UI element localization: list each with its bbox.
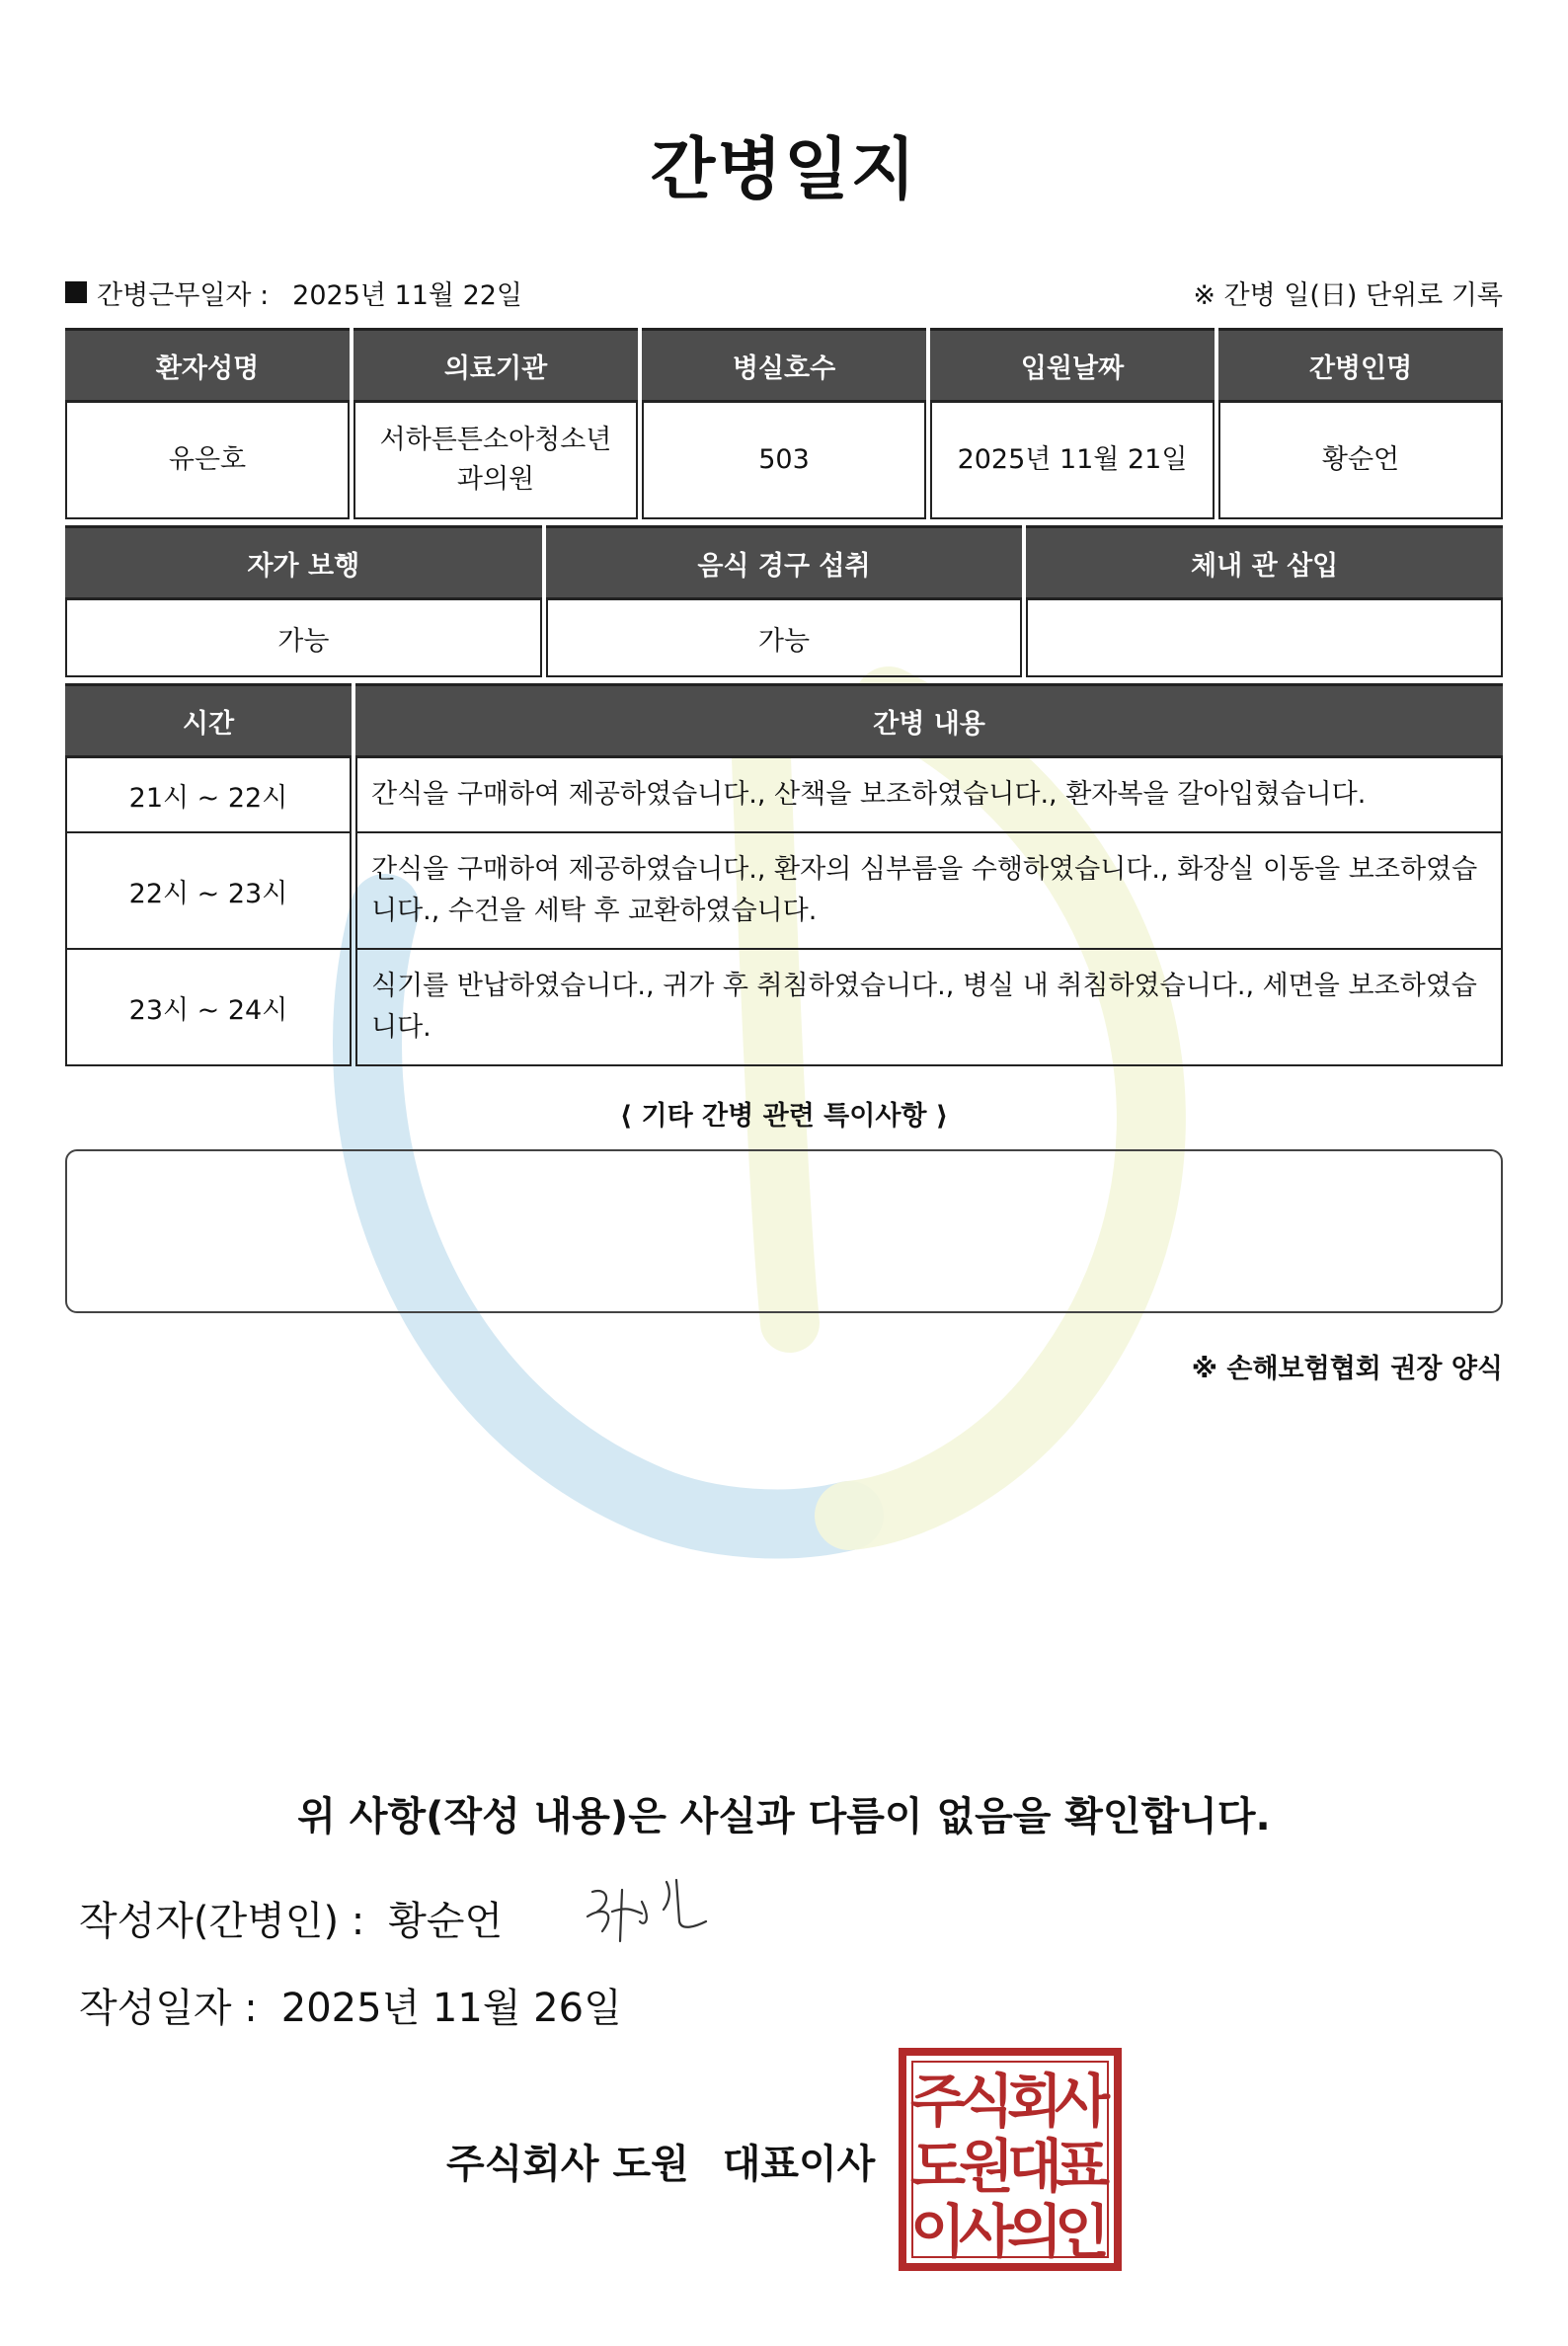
writer-line — [79, 1890, 503, 1946]
work-date-label: 간병근무일자 : — [97, 279, 270, 311]
svg-text:식: 식 — [958, 2068, 1015, 2135]
caregiver-name: 황순언 — [1218, 403, 1503, 519]
write-date-value: 2025년 11월 26일 — [280, 1986, 622, 2031]
svg-text:인: 인 — [1054, 2198, 1111, 2265]
self-walking-value: 가능 — [65, 600, 542, 677]
writer-name: 황순언 — [388, 1899, 504, 1944]
header-oral-intake: 음식 경구 섭취 — [546, 525, 1023, 600]
oral-intake-value: 가능 — [546, 600, 1023, 677]
work-date-group — [65, 274, 522, 312]
company-role: 대표이사 — [722, 2142, 876, 2187]
header-admission-date: 입원날짜 — [930, 328, 1215, 403]
signature-icon — [573, 1872, 721, 1951]
header-self-walking: 자가 보행 — [65, 525, 542, 600]
time-slot: 22시 ~ 23시 — [65, 833, 352, 950]
table-row — [65, 758, 1503, 833]
care-content: 식기를 반납하였습니다., 귀가 후 취침하였습니다., 병실 내 취침하였습니다., 세면을 보조하였습니다. — [355, 950, 1503, 1066]
write-date-label: 작성일자 : — [79, 1986, 258, 2031]
svg-text:의: 의 — [1006, 2198, 1063, 2265]
svg-text:사: 사 — [1054, 2068, 1111, 2135]
write-date-line — [79, 1977, 622, 2033]
time-slot: 21시 ~ 22시 — [65, 758, 352, 833]
room-number: 503 — [642, 403, 926, 519]
work-date-value: 2025년 11월 22일 — [292, 279, 523, 311]
square-bullet-icon — [65, 281, 87, 303]
header-room: 병실호수 — [642, 328, 926, 403]
company-seal-icon — [899, 2048, 1122, 2271]
svg-text:표: 표 — [1054, 2133, 1111, 2200]
header-patient-name: 환자성명 — [65, 328, 350, 403]
svg-text:이: 이 — [909, 2198, 967, 2265]
svg-text:도: 도 — [909, 2133, 967, 2200]
unit-note: ※ 간병 일(日) 단위로 기록 — [1193, 279, 1503, 311]
company-line — [446, 2133, 875, 2189]
special-notes-box — [65, 1149, 1503, 1313]
svg-text:사: 사 — [958, 2198, 1015, 2265]
meta-row — [65, 273, 1503, 312]
svg-text:대: 대 — [1006, 2133, 1063, 2200]
table-row — [65, 950, 1503, 1066]
svg-text:회: 회 — [1006, 2068, 1063, 2135]
confirmation-statement: 위 사항(작성 내용)은 사실과 다름이 없음을 확인합니다. — [297, 1794, 1271, 1839]
company-name: 주식회사 도원 — [446, 2142, 689, 2187]
tube-insertion-value — [1026, 600, 1503, 677]
header-tube-insertion: 체내 관 삽입 — [1026, 525, 1503, 600]
header-caregiver-name: 간병인명 — [1218, 328, 1503, 403]
patient-info-table — [61, 328, 1507, 519]
care-content: 간식을 구매하여 제공하였습니다., 환자의 심부름을 수행하였습니다., 화장실 이동을 보조하였습니다., 수건을 세탁 후 교환하였습니다. — [355, 833, 1503, 950]
table-row — [65, 833, 1503, 950]
svg-text:주: 주 — [909, 2068, 967, 2135]
care-content-table — [61, 683, 1507, 1066]
header-care-content: 간병 내용 — [355, 683, 1503, 758]
time-slot: 23시 ~ 24시 — [65, 950, 352, 1066]
special-notes-title: ⟨ 기타 간병 관련 특이사항 ⟩ — [619, 1101, 949, 1132]
writer-label: 작성자(간병인) : — [79, 1899, 365, 1944]
patient-status-table — [61, 525, 1507, 677]
header-time: 시간 — [65, 683, 352, 758]
patient-name: 유은호 — [65, 403, 350, 519]
svg-text:원: 원 — [958, 2133, 1015, 2200]
document-title: 간병일지 — [650, 131, 918, 209]
header-hospital: 의료기관 — [353, 328, 638, 403]
form-note: ※ 손해보험협회 권장 양식 — [1191, 1354, 1503, 1384]
care-content: 간식을 구매하여 제공하였습니다., 산책을 보조하였습니다., 환자복을 갈아입혔습니다. — [355, 758, 1503, 833]
admission-date: 2025년 11월 21일 — [930, 403, 1215, 519]
hospital-name: 서하튼튼소아청소년과의원 — [353, 403, 638, 519]
